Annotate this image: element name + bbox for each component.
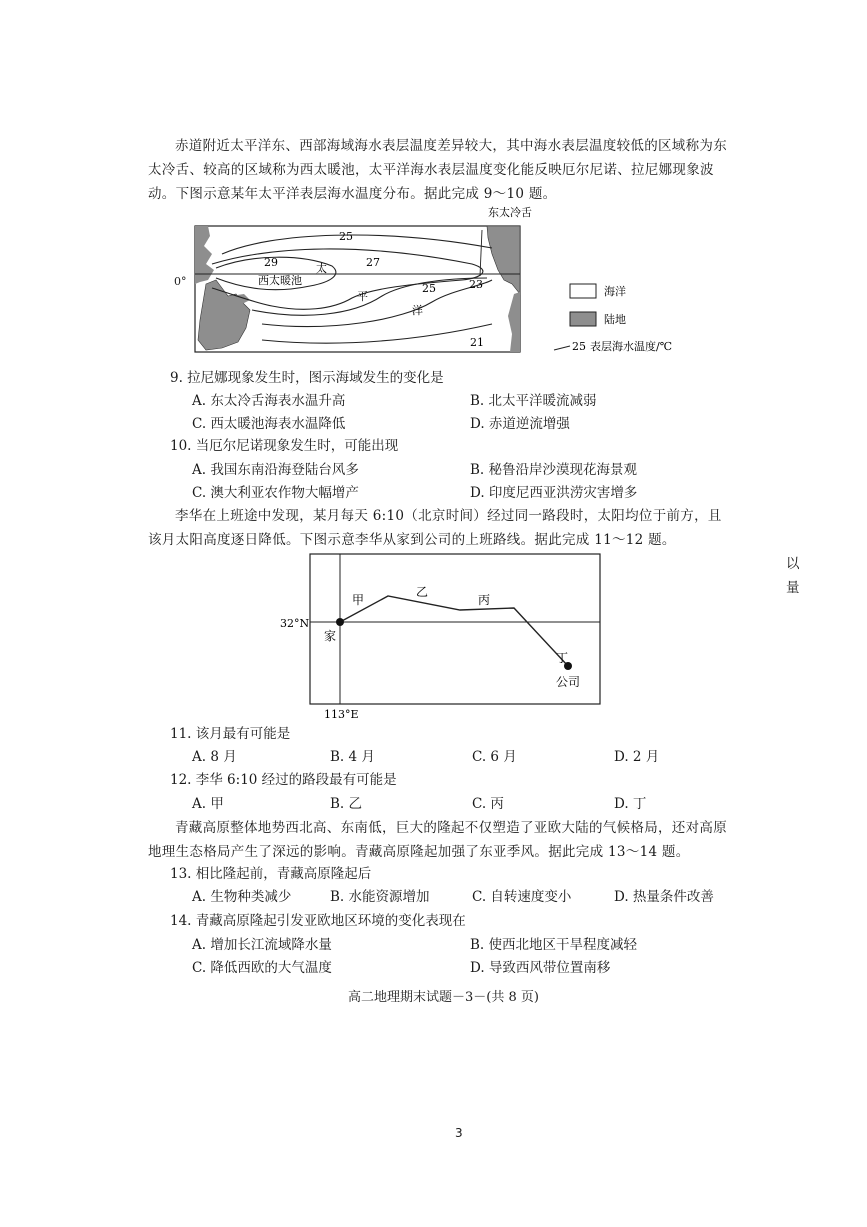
land-asia — [195, 226, 214, 284]
legend-isotherm-value: 25 — [572, 340, 586, 353]
margin-text-1: 以 — [786, 556, 800, 572]
label-yang: 洋 — [412, 304, 423, 317]
q12-option-d: D. 丁 — [614, 796, 647, 812]
q12-option-b: B. 乙 — [330, 796, 363, 812]
intro-paragraph-3: 青藏高原整体地势西北高、东南低，巨大的隆起不仅塑造了亚欧大陆的气候格局，还对高原地理生态格局产生了深远的影响。青藏高原隆起加强了东亚季风。据此完成 13～14 题。 — [148, 820, 727, 860]
isotherm-27 — [212, 249, 483, 309]
segment-yi-label: 乙 — [416, 585, 429, 599]
isotherm-label: 21 — [470, 336, 484, 349]
land-south-america — [508, 292, 520, 352]
land-central-america — [487, 226, 520, 294]
q9-option-c: C. 西太暖池海表水温降低 — [192, 416, 346, 432]
q13-option-d: D. 热量条件改善 — [614, 889, 714, 905]
intro-paragraph-2: 李华在上班途中发现，某月每天 6:10（北京时间）经过同一路段时，太阳均位于前方，且该月太阳高度逐日降低。下图示意李华从家到公司的上班路线。据此完成 11～12 题。 — [148, 508, 722, 548]
q10-option-c: C. 澳大利亚农作物大幅增产 — [192, 485, 359, 501]
q10-option-d: D. 印度尼西亚洪涝灾害增多 — [470, 485, 638, 501]
q10-option-a: A. 我国东南沿海登陆台风多 — [192, 462, 359, 478]
company-label: 公司 — [556, 675, 581, 689]
legend-isotherm-line — [554, 346, 570, 350]
q9-option-b: B. 北太平洋暖流减弱 — [470, 393, 597, 409]
commute-route — [340, 596, 568, 666]
label-cold-tongue: 东太冷舌 — [488, 206, 532, 219]
legend-land-label: 陆地 — [604, 313, 626, 326]
isotherm-label: 25 — [422, 282, 436, 295]
q11-option-d: D. 2 月 — [614, 749, 660, 765]
q9-option-a: A. 东太冷舌海表水温升高 — [192, 393, 346, 409]
isotherm-label: 25 — [339, 230, 353, 243]
q12-option-c: C. 丙 — [472, 796, 504, 812]
legend-land-swatch — [570, 312, 596, 326]
land-australia — [198, 280, 250, 350]
q10-option-b: B. 秘鲁沿岸沙漠现花海景观 — [470, 462, 638, 478]
segment-bing-label: 丙 — [478, 593, 491, 607]
label-warm-pool: 西太暖池 — [258, 274, 302, 287]
home-point — [336, 618, 344, 626]
segment-ding-label: 丁 — [556, 651, 569, 665]
q9-option-d: D. 赤道逆流增强 — [470, 416, 570, 432]
question-9-stem: 9. 拉尼娜现象发生时，图示海域发生的变化是 — [170, 370, 444, 386]
q14-option-b: B. 使西北地区干旱程度减轻 — [470, 937, 638, 953]
q14-option-d: D. 导致西风带位置南移 — [470, 960, 611, 976]
question-13-stem: 13. 相比隆起前，青藏高原隆起后 — [170, 866, 372, 882]
latitude-label: 32°N — [280, 617, 310, 630]
home-label: 家 — [324, 629, 337, 643]
label-ping: 平 — [357, 290, 368, 303]
q12-option-a: A. 甲 — [192, 796, 224, 812]
legend-ocean-label: 海洋 — [604, 285, 626, 298]
q13-option-b: B. 水能资源增加 — [330, 889, 430, 905]
question-10-stem: 10. 当厄尔尼诺现象发生时，可能出现 — [170, 438, 399, 454]
q14-option-a: A. 增加长江流域降水量 — [192, 937, 332, 953]
isotherm-label: 29 — [264, 256, 278, 269]
segment-jia-label: 甲 — [352, 593, 365, 607]
isotherm-label: 27 — [366, 256, 380, 269]
exam-page — [148, 128, 733, 1008]
page-number: 3 — [455, 1126, 463, 1140]
longitude-label: 113°E — [324, 708, 359, 721]
q11-option-b: B. 4 月 — [330, 749, 375, 765]
question-11-stem: 11. 该月最有可能是 — [170, 726, 291, 742]
q11-option-a: A. 8 月 — [192, 749, 237, 765]
isotherm-label: 23 — [469, 278, 483, 291]
pacific-sst-map — [192, 206, 712, 354]
equator-label: 0° — [174, 275, 187, 288]
margin-text-2: 量 — [786, 580, 800, 596]
q11-option-c: C. 6 月 — [472, 749, 517, 765]
question-12-stem: 12. 李华 6:10 经过的路段最有可能是 — [170, 772, 397, 788]
q13-option-c: C. 自转速度变小 — [472, 889, 572, 905]
isotherm-25-north — [222, 235, 492, 254]
legend-isotherm-label: 表层海水温度/℃ — [590, 340, 673, 353]
intro-paragraph-1: 赤道附近太平洋东、西部海域海水表层温度差异较大，其中海水表层温度较低的区域称为东太冷舌、较高的区域称为西太暖池，太平洋海水表层温度变化能反映厄尔尼诺、拉尼娜现象波动。下图示意某年太平洋表层海水温度分布。据此完成 9～10 题。 — [148, 138, 727, 202]
legend-ocean-swatch — [570, 284, 596, 298]
q14-option-c: C. 降低西欧的大气温度 — [192, 960, 332, 976]
commute-route-map — [280, 552, 610, 722]
page-footer: 高二地理期末试题－3－(共 8 页) — [348, 990, 539, 1005]
q13-option-a: A. 生物种类减少 — [192, 889, 292, 905]
label-tai: 太 — [316, 262, 327, 275]
question-14-stem: 14. 青藏高原隆起引发亚欧地区环境的变化表现在 — [170, 913, 466, 929]
